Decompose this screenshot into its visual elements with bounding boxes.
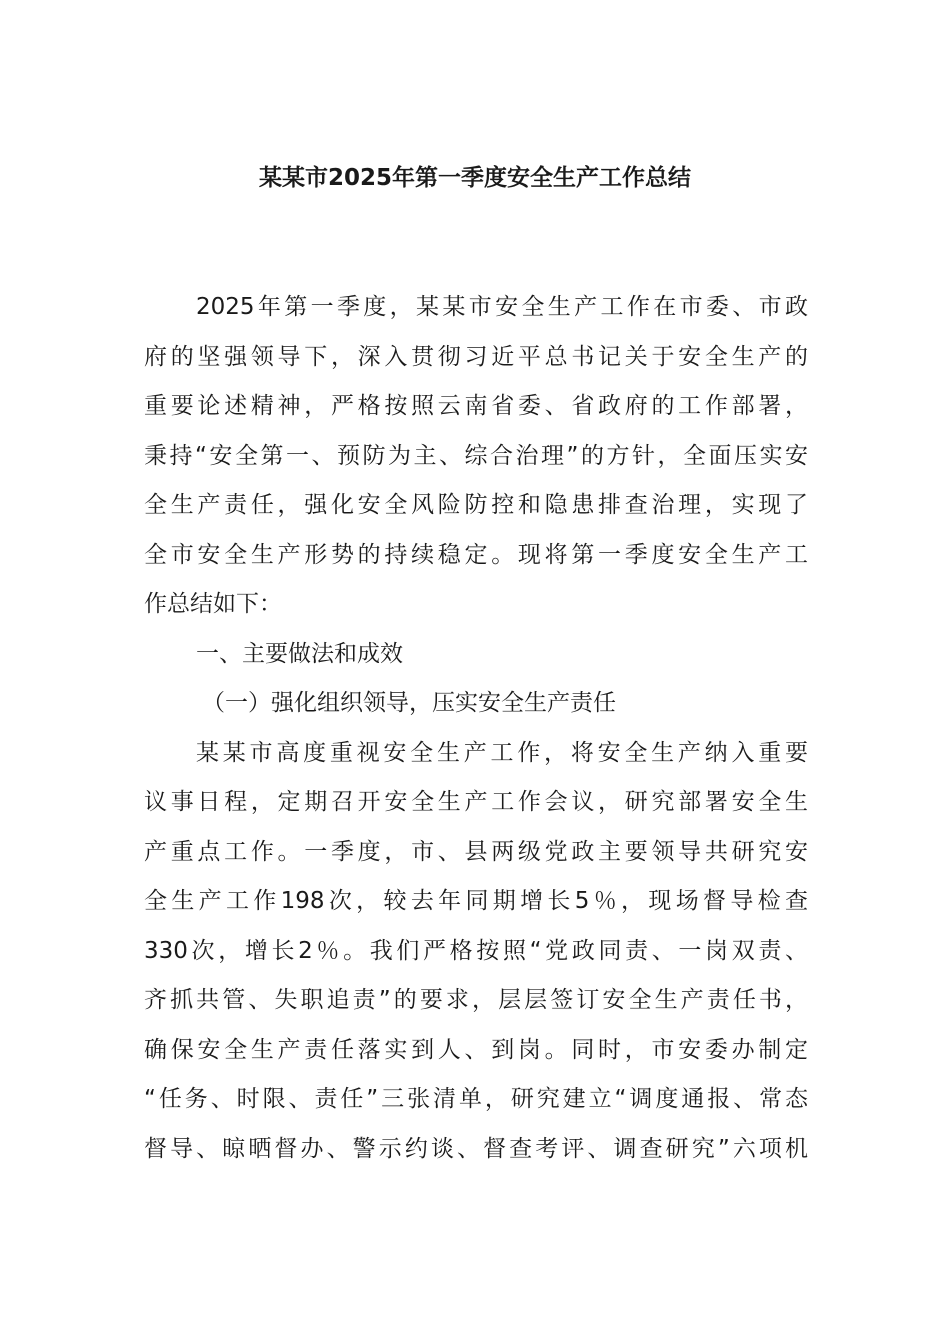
body-paragraph (144, 729, 808, 1175)
paragraph-line: 330次，增长2％。我们严格按照“党政同责、一岗双责、 (144, 937, 808, 964)
paragraph-line: 重要论述精神，严格按照云南省委、省政府的工作部署， (144, 393, 808, 419)
paragraph-line: 全生产责任，强化安全风险防控和隐患排查治理，实现了 (144, 492, 808, 518)
paragraph-line: 某某市高度重视安全生产工作，将安全生产纳入重要 (196, 739, 808, 766)
paragraph-line: 齐抓共管、失职追责”的要求，层层签订安全生产责任书， (144, 987, 808, 1013)
document-title: 某某市2025年第一季度安全生产工作总结 (258, 165, 691, 191)
intro-paragraph (144, 283, 808, 630)
paragraph-line: 2025年第一季度，某某市安全生产工作在市委、市政 (196, 294, 808, 320)
paragraph-line: 秉持“安全第一、预防为主、综合治理”的方针，全面压实安 (144, 442, 808, 469)
subsection-heading: （一）强化组织领导，压实安全生产责任 (202, 690, 616, 716)
paragraph-line: 督导、晾晒督办、警示约谈、督查考评、调查研究”六项机 (144, 1135, 808, 1162)
paragraph-line: 确保安全生产责任落实到人、到岗。同时，市安委办制定 (144, 1036, 808, 1063)
paragraph-line: 产重点工作。一季度，市、县两级党政主要领导共研究安 (144, 838, 808, 865)
paragraph-line: 全市安全生产形势的持续稳定。现将第一季度安全生产工 (144, 541, 808, 568)
paragraph-line: 作总结如下： (144, 591, 282, 617)
paragraph-line: 府的坚强领导下，深入贯彻习近平总书记关于安全生产的 (144, 343, 808, 370)
paragraph-line: “任务、时限、责任”三张清单，研究建立“调度通报、常态 (144, 1086, 808, 1112)
document-body (144, 283, 808, 1174)
section-heading: 一、主要做法和成效 (196, 640, 403, 667)
paragraph-line: 议事日程，定期召开安全生产工作会议，研究部署安全生 (144, 789, 808, 815)
paragraph-line: 全生产工作198次，较去年同期增长5％，现场督导检查 (144, 888, 808, 914)
